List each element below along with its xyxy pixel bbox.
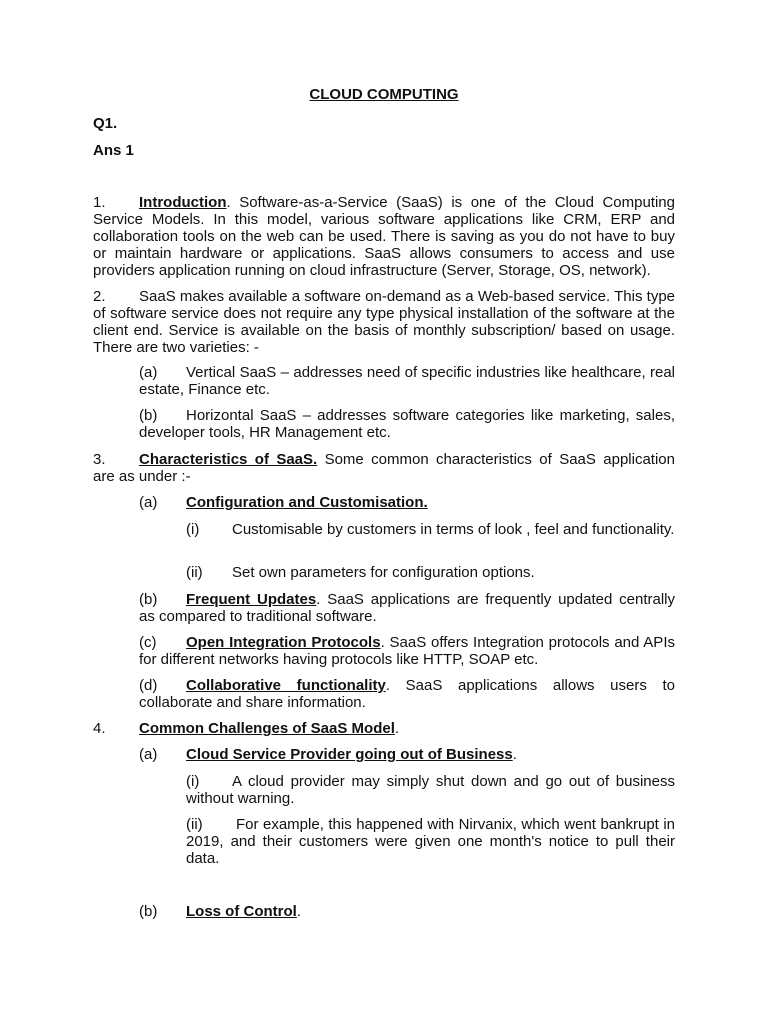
para-3b-label: (b) — [139, 591, 158, 608]
para-4-number: 4. — [93, 720, 106, 737]
para-1 — [93, 194, 675, 279]
para-3c-heading: Open Integration Protocols — [186, 634, 381, 651]
para-4-heading: Common Challenges of SaaS Model — [139, 720, 395, 737]
para-2a-text: Vertical SaaS – addresses need of specific industries like healthcare, real estate, Finance etc. — [139, 364, 675, 398]
para-2a-label: (a) — [139, 364, 158, 381]
para-3b-text: . SaaS applications are frequently updated centrally as compared to traditional software. — [139, 591, 676, 625]
para-4b-tail: . — [296, 903, 301, 920]
question-label: Q1. — [93, 115, 118, 132]
para-3a-i-text: Customisable by customers in terms of look , feel and functionality. — [232, 521, 675, 538]
para-3d-heading: Collaborative functionality — [186, 677, 386, 694]
para-2-number: 2. — [93, 288, 106, 305]
para-3d-text: . SaaS applications allows users to collaborate and share information. — [139, 677, 676, 711]
para-3a-i-label: (i) — [186, 521, 200, 538]
para-4a-label: (a) — [139, 746, 158, 763]
para-4a-heading-line — [186, 746, 517, 763]
para-4a-i-label: (i) — [186, 773, 200, 790]
para-4-heading-line — [139, 720, 399, 737]
answer-label: Ans 1 — [93, 142, 134, 159]
para-3c-label: (c) — [139, 634, 157, 651]
para-3 — [93, 451, 675, 485]
para-2-text: SaaS makes available a software on-demand as a Web-based service. This type of software service does not require any type physical installation of the software at the client end. Service is available on the basis of monthly subscription/ based on usage. There are two varieties: - — [93, 288, 675, 356]
para-3d-label: (d) — [139, 677, 158, 694]
para-3-text: Some common characteristics of SaaS application are as under :- — [93, 451, 675, 485]
para-2b-text: Horizontal SaaS – addresses software categories like marketing, sales, developer tools, HR Management etc. — [139, 407, 675, 441]
para-3b — [139, 591, 675, 625]
para-3c — [139, 634, 675, 668]
page-title: CLOUD COMPUTING — [309, 86, 459, 103]
para-3b-heading: Frequent Updates — [186, 591, 317, 608]
para-1-text: . Software-as-a-Service (SaaS) is one of the Cloud Computing Service Models. In this model, various software applications like CRM, ERP and collaboration tools on the web can be used. There is saving as you do not have to buy or maintain hardware or applications. SaaS allows consumers to access and use providers application running on cloud infrastructure (Server, Storage, OS, network). — [93, 194, 675, 279]
para-4-heading-tail: . — [394, 720, 400, 737]
para-1-number: 1. — [93, 194, 106, 211]
para-3c-text: . SaaS offers Integration protocols and APIs for different networks having protocols like HTTP, SOAP etc. — [139, 634, 675, 668]
para-4b-heading-line — [186, 903, 301, 920]
para-4b-heading: Loss of Control — [186, 903, 297, 920]
para-4a-ii-label: (ii) — [186, 816, 203, 833]
para-1-heading: Introduction — [139, 194, 227, 211]
para-3-heading: Characteristics of SaaS. — [139, 451, 318, 468]
para-3-number: 3. — [93, 451, 106, 468]
para-3a-ii-label: (ii) — [186, 564, 203, 581]
para-4a-ii-text: For example, this happened with Nirvanix, which went bankrupt in 2019, and their customers were given one month's notice to pull their data. — [186, 816, 675, 867]
para-4a-heading: Cloud Service Provider going out of Business — [186, 746, 513, 763]
para-4b-label: (b) — [139, 903, 158, 920]
para-3a-ii-text: Set own parameters for configuration options. — [232, 564, 535, 581]
para-3a-heading: Configuration and Customisation. — [186, 494, 428, 511]
para-3a-label: (a) — [139, 494, 158, 511]
para-2b-label: (b) — [139, 407, 158, 424]
para-4a-tail: . — [512, 746, 517, 763]
para-3d — [139, 677, 675, 711]
para-4a-i-text: A cloud provider may simply shut down and go out of business without warning. — [186, 773, 675, 807]
